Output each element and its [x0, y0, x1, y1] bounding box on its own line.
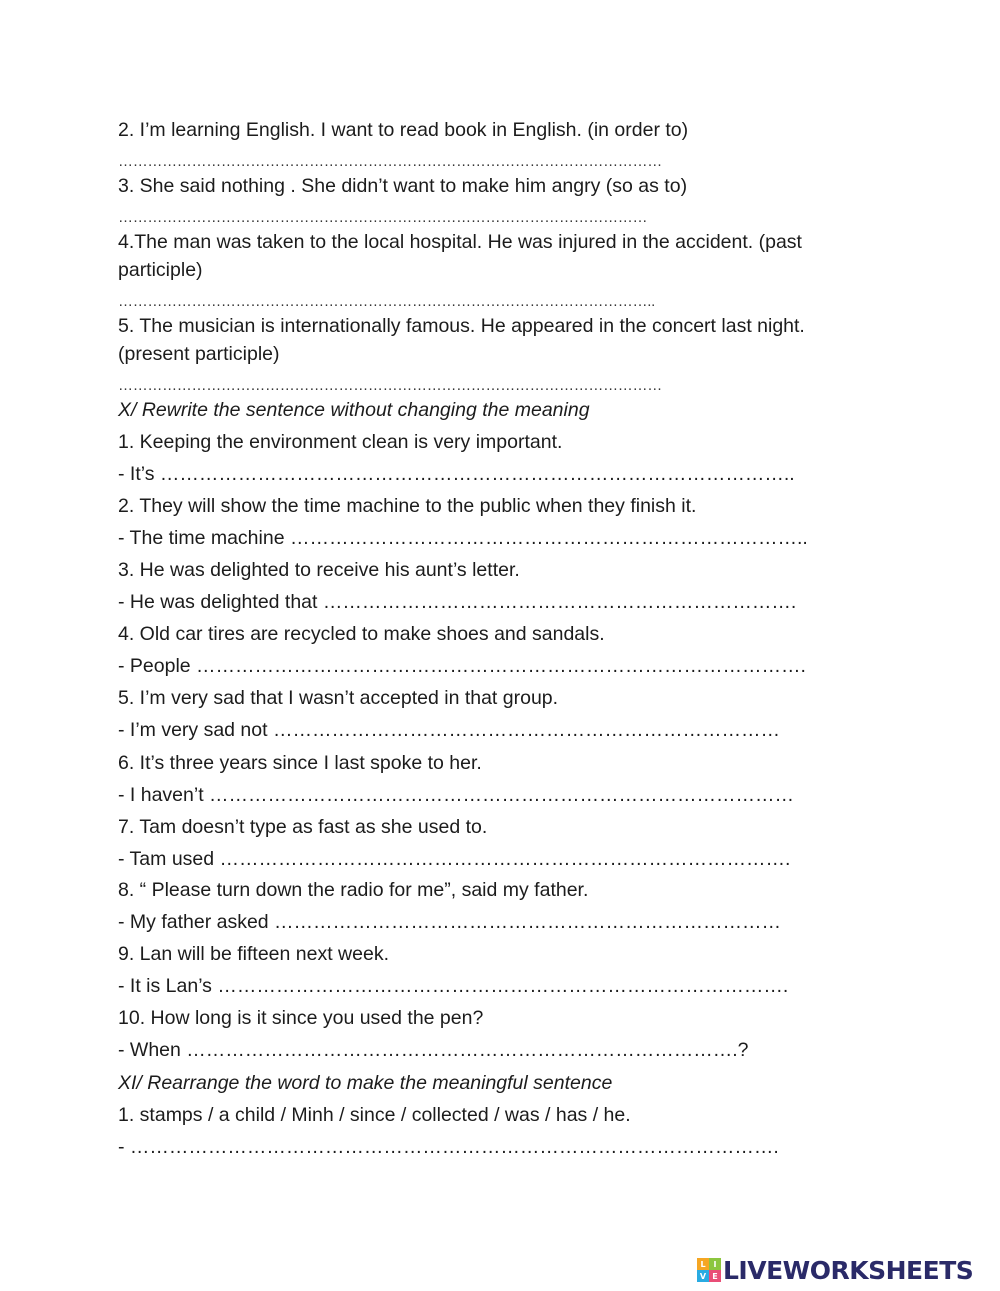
rewrite-question-9: 9. Lan will be fifteen next week.: [118, 943, 389, 965]
question-2: 2. I’m learning English. I want to read book in English. (in order to): [118, 119, 689, 141]
rewrite-answer-2[interactable]: - The time machine ……………………………………………………………………..: [118, 527, 808, 549]
logo-tiles-icon: [697, 1258, 721, 1282]
rewrite-answer-8[interactable]: - My father asked ……………………………………………………………………: [118, 911, 782, 933]
rearrange-answer-1[interactable]: - ……………………………………………………………………………………….: [118, 1136, 779, 1158]
rewrite-answer-6[interactable]: - I haven’t ………………………………………………………………………………: [118, 784, 795, 806]
question-5-cont: (present participle): [118, 343, 280, 365]
rewrite-answer-7[interactable]: - Tam used …………………………………………………………………………….: [118, 848, 791, 870]
question-4: 4.The man was taken to the local hospital. He was injured in the accident. (past: [118, 231, 802, 253]
logo-tile: E: [709, 1270, 721, 1282]
answer-line[interactable]: ………………………………………………………………………………………………..: [118, 293, 655, 310]
answer-line[interactable]: ………………………………………………………………………………………………: [118, 209, 648, 226]
logo-text: LIVEWORKSHEETS: [723, 1255, 974, 1285]
rewrite-answer-4[interactable]: - People ………………………………………………………………………………….: [118, 655, 806, 677]
rewrite-question-3: 3. He was delighted to receive his aunt’s letter.: [118, 559, 520, 581]
rewrite-question-1: 1. Keeping the environment clean is very important.: [118, 431, 563, 453]
rewrite-question-4: 4. Old car tires are recycled to make shoes and sandals.: [118, 623, 605, 645]
answer-line[interactable]: …………………………………………………………………………………………………: [118, 377, 662, 394]
logo-tile: L: [697, 1258, 709, 1270]
question-3: 3. She said nothing . She didn’t want to make him angry (so as to): [118, 175, 688, 197]
rewrite-question-10: 10. How long is it since you used the pen?: [118, 1007, 484, 1029]
section-xi-heading: XI/ Rearrange the word to make the meaningful sentence: [118, 1072, 613, 1094]
logo-tile: V: [697, 1270, 709, 1282]
rewrite-answer-9[interactable]: - It is Lan’s …………………………………………………………………………….: [118, 975, 789, 997]
question-4-cont: participle): [118, 259, 203, 281]
rewrite-answer-1[interactable]: - It’s ……………………………………………………………………………………..: [118, 463, 795, 485]
rewrite-answer-10[interactable]: - When ………………………………………………………………………….?: [118, 1039, 749, 1061]
liveworksheets-logo: [697, 1255, 973, 1285]
rewrite-question-7: 7. Tam doesn’t type as fast as she used to.: [118, 816, 488, 838]
rewrite-question-6: 6. It’s three years since I last spoke to her.: [118, 752, 482, 774]
rewrite-answer-5[interactable]: - I’m very sad not ……………………………………………………………………: [118, 719, 780, 741]
rewrite-question-8: 8. “ Please turn down the radio for me”, said my father.: [118, 879, 589, 901]
rearrange-question-1: 1. stamps / a child / Minh / since / collected / was / has / he.: [118, 1104, 631, 1126]
logo-tile: I: [709, 1258, 721, 1270]
question-5: 5. The musician is internationally famous. He appeared in the concert last night.: [118, 315, 805, 337]
rewrite-question-2: 2. They will show the time machine to the public when they finish it.: [118, 495, 697, 517]
section-x-heading: X/ Rewrite the sentence without changing the meaning: [118, 399, 590, 421]
answer-line[interactable]: …………………………………………………………………………………………………: [118, 153, 662, 170]
rewrite-question-5: 5. I’m very sad that I wasn’t accepted in that group.: [118, 687, 559, 709]
rewrite-answer-3[interactable]: - He was delighted that ……………………………………………………………….: [118, 591, 797, 613]
